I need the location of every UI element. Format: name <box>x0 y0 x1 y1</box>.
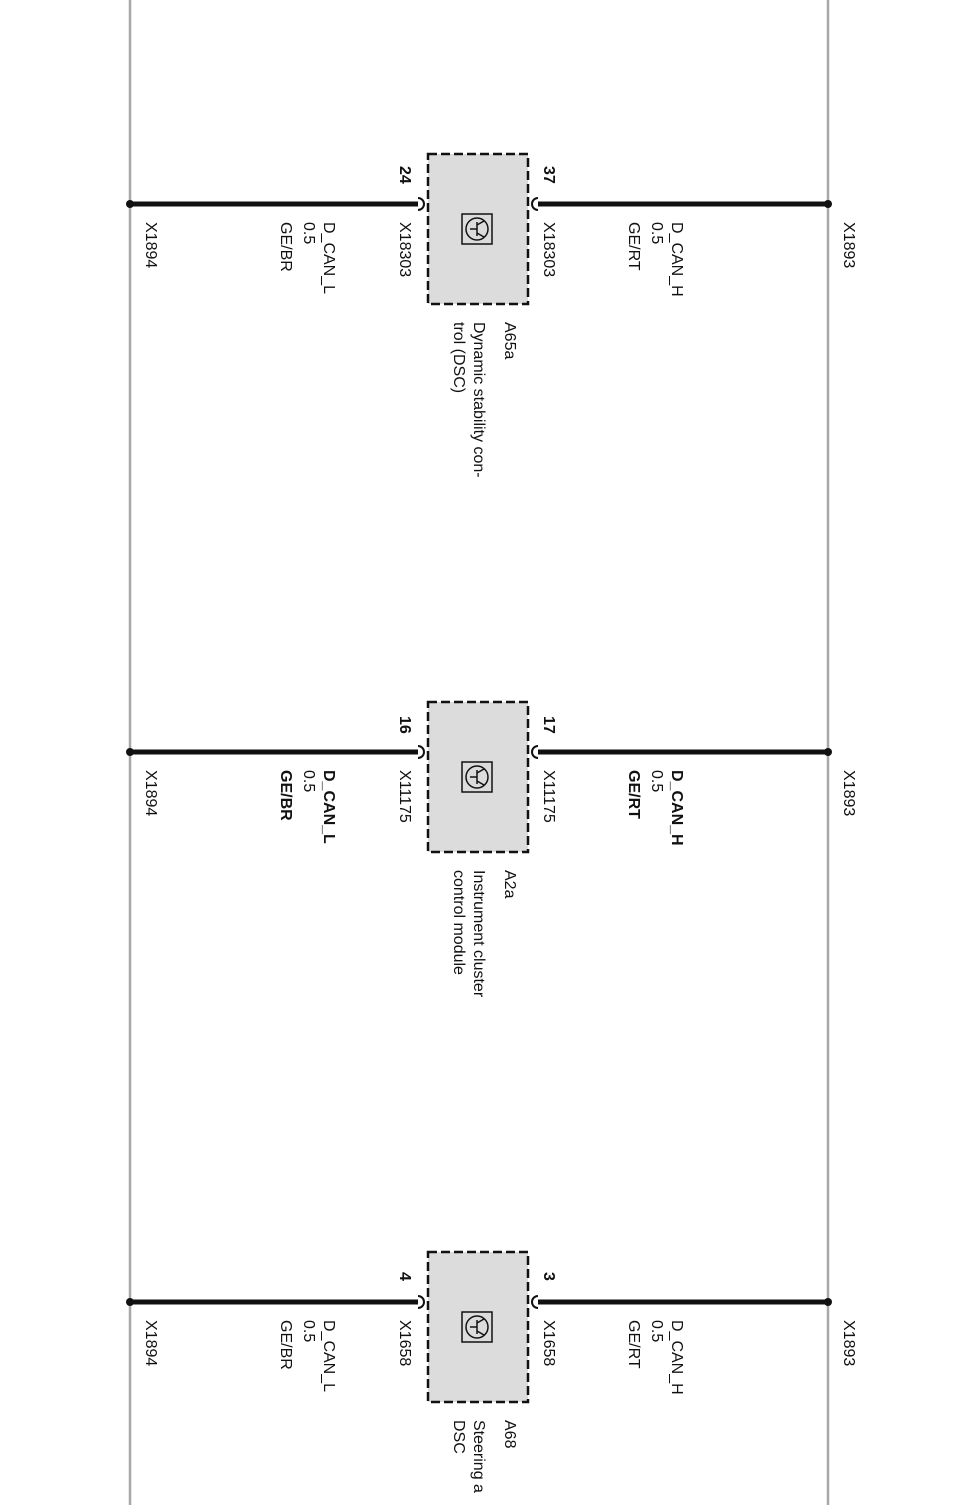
splice-dot <box>824 748 832 756</box>
pin-number: 16 <box>396 716 413 734</box>
wire-color: GE/RT <box>625 222 642 271</box>
connector-label: X1893 <box>840 770 857 817</box>
wire-size: 0.5 <box>300 222 317 245</box>
pin-socket <box>532 746 538 758</box>
module-box <box>428 154 528 304</box>
splice-dot <box>824 200 832 208</box>
module-a68 <box>126 1252 857 1493</box>
module-name-line: Steering a <box>470 1420 487 1493</box>
module-id: A65a <box>501 322 518 360</box>
wire-signal: D_CAN_H <box>668 770 685 846</box>
pin-socket <box>418 1296 424 1308</box>
pin-number: 3 <box>540 1272 557 1281</box>
splice-dot <box>126 1298 134 1306</box>
wire-signal: D_CAN_L <box>320 1320 337 1393</box>
wire-size: 0.5 <box>300 770 317 793</box>
module-connector: X11175 <box>396 770 413 823</box>
wire-signal: D_CAN_H <box>668 222 685 297</box>
module-name-line: control module <box>450 870 467 975</box>
wire-color: GE/BR <box>277 770 294 821</box>
wire-size: 0.5 <box>648 1320 665 1343</box>
wire-size: 0.5 <box>300 1320 317 1343</box>
module-connector: X11175 <box>540 770 557 823</box>
module-connector: X18303 <box>540 222 557 278</box>
wire-signal: D_CAN_H <box>668 1320 685 1395</box>
pin-socket <box>532 198 538 210</box>
module-connector: X18303 <box>396 222 413 278</box>
connector-label: X1893 <box>840 222 857 269</box>
connector-label: X1893 <box>840 1320 857 1367</box>
module-a2a <box>126 702 857 998</box>
pin-socket <box>418 746 424 758</box>
wire-color: GE/RT <box>625 1320 642 1369</box>
module-name-line: DSC <box>450 1420 467 1454</box>
module-connector: X1658 <box>396 1320 413 1367</box>
connector-label: X1894 <box>142 770 159 817</box>
module-connector: X1658 <box>540 1320 557 1367</box>
pin-number: 37 <box>540 166 557 184</box>
pin-socket <box>418 198 424 210</box>
connector-label: X1894 <box>142 222 159 269</box>
wire-color: GE/RT <box>625 770 642 819</box>
module-id: A2a <box>501 870 518 899</box>
splice-dot <box>126 748 134 756</box>
module-box <box>428 1252 528 1402</box>
splice-dot <box>126 200 134 208</box>
wire-signal: D_CAN_L <box>320 770 337 844</box>
connector-label: X1894 <box>142 1320 159 1367</box>
pin-number: 4 <box>396 1272 413 1281</box>
wire-color: GE/BR <box>277 1320 294 1370</box>
splice-dot <box>824 1298 832 1306</box>
module-name-line: Instrument cluster <box>470 870 487 998</box>
module-box <box>428 702 528 852</box>
module-name-line: Dynamic stability con- <box>470 322 487 478</box>
module-a65a <box>126 154 857 478</box>
pin-socket <box>532 1296 538 1308</box>
wire-size: 0.5 <box>648 222 665 245</box>
pin-number: 17 <box>540 716 557 734</box>
wire-color: GE/BR <box>277 222 294 272</box>
wire-signal: D_CAN_L <box>320 222 337 295</box>
module-id: A68 <box>501 1420 518 1449</box>
wire-size: 0.5 <box>648 770 665 793</box>
module-name-line: trol (DSC) <box>450 322 467 394</box>
pin-number: 24 <box>396 166 413 184</box>
